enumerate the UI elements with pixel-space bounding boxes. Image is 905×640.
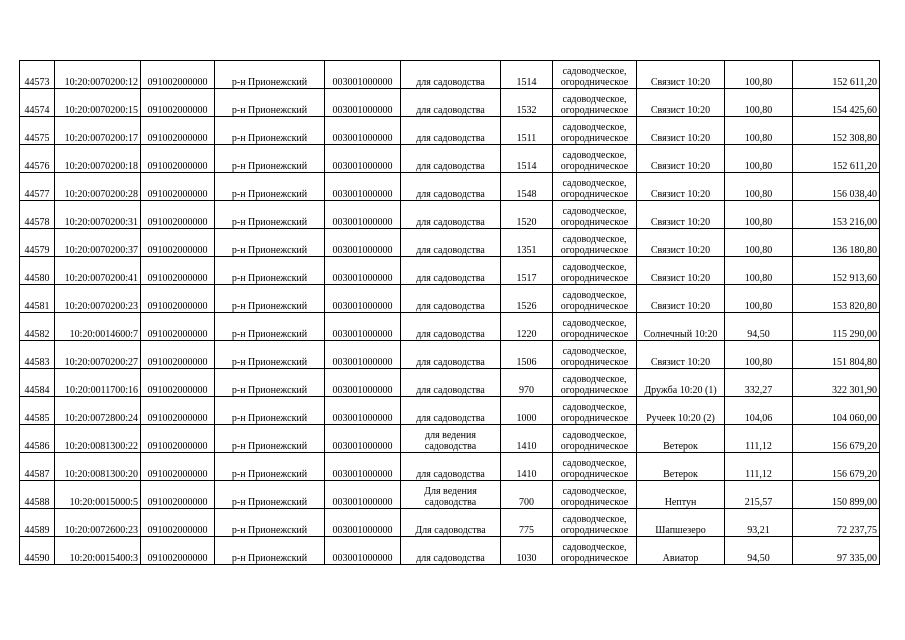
cadastral-number-cell: 10:20:0072800:24 — [55, 397, 141, 425]
permitted-use-cell — [401, 229, 501, 257]
oktmo-code-cell: 091002000000 — [141, 453, 215, 481]
use-type-cell — [553, 285, 637, 313]
cadastral-number-cell: 10:20:0081300:22 — [55, 425, 141, 453]
permitted-use-line: для садоводства — [416, 245, 485, 256]
table-row — [20, 145, 880, 173]
cadastral-value-cell: 322 301,90 — [793, 369, 880, 397]
association-cell: Связист 10:20 — [637, 229, 725, 257]
use-type-cell — [553, 145, 637, 173]
unit-value-cell: 100,80 — [725, 89, 793, 117]
row-number-cell: 44579 — [20, 229, 55, 257]
oktmo-code-cell: 091002000000 — [141, 481, 215, 509]
area-cell: 1220 — [501, 313, 553, 341]
permitted-use-line: для садоводства — [416, 273, 485, 284]
table-row — [20, 173, 880, 201]
district-cell: р-н Прионежский — [215, 509, 325, 537]
district-cell: р-н Прионежский — [215, 285, 325, 313]
cadastral-number-cell: 10:20:0070200:41 — [55, 257, 141, 285]
unit-value-cell: 93,21 — [725, 509, 793, 537]
use-type-line: огородническое — [560, 161, 629, 172]
row-number-cell: 44588 — [20, 481, 55, 509]
row-number-cell: 44578 — [20, 201, 55, 229]
association-cell: Связист 10:20 — [637, 145, 725, 173]
row-number-cell: 44586 — [20, 425, 55, 453]
unit-value-cell: 100,80 — [725, 117, 793, 145]
row-number-cell: 44577 — [20, 173, 55, 201]
category-code-cell: 003001000000 — [325, 89, 401, 117]
permitted-use-line: для садоводства — [416, 385, 485, 396]
cadastral-number-cell: 10:20:0070200:12 — [55, 61, 141, 89]
permitted-use-line: для садоводства — [416, 133, 485, 144]
oktmo-code-cell: 091002000000 — [141, 117, 215, 145]
use-type-line: огородническое — [560, 301, 629, 312]
unit-value-cell: 111,12 — [725, 425, 793, 453]
use-type-cell — [553, 341, 637, 369]
use-type-line: садоводческое, — [562, 374, 627, 385]
table-body — [20, 61, 880, 565]
use-type-cell — [553, 201, 637, 229]
permitted-use-line: для садоводства — [416, 413, 485, 424]
unit-value-cell: 215,57 — [725, 481, 793, 509]
use-type-line: огородническое — [560, 441, 629, 452]
category-code-cell: 003001000000 — [325, 285, 401, 313]
use-type-cell — [553, 229, 637, 257]
row-number-cell: 44584 — [20, 369, 55, 397]
table-row — [20, 341, 880, 369]
table-row — [20, 481, 880, 509]
permitted-use-cell — [401, 341, 501, 369]
table-row — [20, 257, 880, 285]
cadastral-value-cell: 156 679,20 — [793, 425, 880, 453]
area-cell: 1548 — [501, 173, 553, 201]
table-row — [20, 117, 880, 145]
permitted-use-cell — [401, 313, 501, 341]
use-type-line: садоводческое, — [562, 262, 627, 273]
oktmo-code-cell: 091002000000 — [141, 61, 215, 89]
unit-value-cell: 332,27 — [725, 369, 793, 397]
category-code-cell: 003001000000 — [325, 145, 401, 173]
row-number-cell: 44580 — [20, 257, 55, 285]
permitted-use-line: для садоводства — [416, 105, 485, 116]
district-cell: р-н Прионежский — [215, 117, 325, 145]
use-type-line: садоводческое, — [562, 178, 627, 189]
cadastral-value-cell: 154 425,60 — [793, 89, 880, 117]
category-code-cell: 003001000000 — [325, 61, 401, 89]
use-type-cell — [553, 425, 637, 453]
cadastral-number-cell: 10:20:0070200:28 — [55, 173, 141, 201]
district-cell: р-н Прионежский — [215, 537, 325, 565]
use-type-line: огородническое — [560, 413, 629, 424]
row-number-cell: 44573 — [20, 61, 55, 89]
cadastral-number-cell: 10:20:0081300:20 — [55, 453, 141, 481]
cadastral-number-cell: 10:20:0070200:31 — [55, 201, 141, 229]
use-type-line: садоводческое, — [562, 514, 627, 525]
use-type-line: садоводческое, — [562, 206, 627, 217]
table-row — [20, 201, 880, 229]
permitted-use-cell — [401, 537, 501, 565]
cadastral-value-cell: 152 611,20 — [793, 61, 880, 89]
permitted-use-line: для садоводства — [416, 217, 485, 228]
use-type-line: огородническое — [560, 329, 629, 340]
row-number-cell: 44575 — [20, 117, 55, 145]
permitted-use-cell — [401, 201, 501, 229]
category-code-cell: 003001000000 — [325, 173, 401, 201]
permitted-use-cell — [401, 369, 501, 397]
oktmo-code-cell: 091002000000 — [141, 537, 215, 565]
row-number-cell: 44590 — [20, 537, 55, 565]
association-cell: Ветерок — [637, 453, 725, 481]
use-type-line: огородническое — [560, 385, 629, 396]
cadastral-number-cell: 10:20:0014600:7 — [55, 313, 141, 341]
unit-value-cell: 100,80 — [725, 61, 793, 89]
use-type-line: садоводческое, — [562, 542, 627, 553]
unit-value-cell: 100,80 — [725, 229, 793, 257]
unit-value-cell: 100,80 — [725, 201, 793, 229]
oktmo-code-cell: 091002000000 — [141, 173, 215, 201]
category-code-cell: 003001000000 — [325, 397, 401, 425]
cadastral-number-cell: 10:20:0015000:5 — [55, 481, 141, 509]
cadastral-value-cell: 152 913,60 — [793, 257, 880, 285]
cadastral-number-cell: 10:20:0070200:15 — [55, 89, 141, 117]
cadastral-value-cell: 136 180,80 — [793, 229, 880, 257]
permitted-use-cell — [401, 481, 501, 509]
area-cell: 775 — [501, 509, 553, 537]
category-code-cell: 003001000000 — [325, 369, 401, 397]
use-type-cell — [553, 453, 637, 481]
use-type-cell — [553, 117, 637, 145]
unit-value-cell: 94,50 — [725, 537, 793, 565]
district-cell: р-н Прионежский — [215, 369, 325, 397]
permitted-use-cell — [401, 89, 501, 117]
row-number-cell: 44581 — [20, 285, 55, 313]
use-type-cell — [553, 509, 637, 537]
category-code-cell: 003001000000 — [325, 453, 401, 481]
oktmo-code-cell: 091002000000 — [141, 201, 215, 229]
permitted-use-cell — [401, 509, 501, 537]
cadastral-number-cell: 10:20:0015400:3 — [55, 537, 141, 565]
association-cell: Связист 10:20 — [637, 61, 725, 89]
cadastral-value-cell: 97 335,00 — [793, 537, 880, 565]
use-type-line: садоводческое, — [562, 122, 627, 133]
use-type-cell — [553, 257, 637, 285]
area-cell: 700 — [501, 481, 553, 509]
use-type-cell — [553, 61, 637, 89]
cadastral-value-cell: 150 899,00 — [793, 481, 880, 509]
row-number-cell: 44582 — [20, 313, 55, 341]
district-cell: р-н Прионежский — [215, 341, 325, 369]
permitted-use-line: для садоводства — [416, 553, 485, 564]
oktmo-code-cell: 091002000000 — [141, 509, 215, 537]
cadastral-value-cell: 72 237,75 — [793, 509, 880, 537]
association-cell: Связист 10:20 — [637, 89, 725, 117]
use-type-cell — [553, 313, 637, 341]
permitted-use-line: садоводства — [424, 497, 477, 508]
use-type-line: садоводческое, — [562, 458, 627, 469]
use-type-line: огородническое — [560, 189, 629, 200]
use-type-line: садоводческое, — [562, 94, 627, 105]
association-cell: Шапшезеро — [637, 509, 725, 537]
oktmo-code-cell: 091002000000 — [141, 397, 215, 425]
use-type-line: садоводческое, — [562, 430, 627, 441]
association-cell: Связист 10:20 — [637, 173, 725, 201]
permitted-use-cell — [401, 145, 501, 173]
association-cell: Связист 10:20 — [637, 201, 725, 229]
oktmo-code-cell: 091002000000 — [141, 229, 215, 257]
table-row — [20, 229, 880, 257]
permitted-use-cell — [401, 425, 501, 453]
permitted-use-cell — [401, 257, 501, 285]
cadastral-number-cell: 10:20:0070200:18 — [55, 145, 141, 173]
permitted-use-line: для ведения — [425, 430, 476, 441]
unit-value-cell: 100,80 — [725, 257, 793, 285]
permitted-use-line: для садоводства — [416, 469, 485, 480]
cadastral-number-cell: 10:20:0070200:27 — [55, 341, 141, 369]
association-cell: Солнечный 10:20 — [637, 313, 725, 341]
table-row — [20, 369, 880, 397]
oktmo-code-cell: 091002000000 — [141, 313, 215, 341]
district-cell: р-н Прионежский — [215, 145, 325, 173]
permitted-use-line: Для садоводства — [415, 525, 486, 536]
permitted-use-line: для садоводства — [416, 161, 485, 172]
area-cell: 1410 — [501, 453, 553, 481]
use-type-line: огородническое — [560, 105, 629, 116]
table-row — [20, 509, 880, 537]
oktmo-code-cell: 091002000000 — [141, 425, 215, 453]
use-type-line: садоводческое, — [562, 234, 627, 245]
district-cell: р-н Прионежский — [215, 201, 325, 229]
use-type-line: садоводческое, — [562, 486, 627, 497]
category-code-cell: 003001000000 — [325, 313, 401, 341]
district-cell: р-н Прионежский — [215, 313, 325, 341]
use-type-line: огородническое — [560, 525, 629, 536]
association-cell: Ручеек 10:20 (2) — [637, 397, 725, 425]
area-cell: 1526 — [501, 285, 553, 313]
use-type-line: садоводческое, — [562, 150, 627, 161]
row-number-cell: 44574 — [20, 89, 55, 117]
area-cell: 1520 — [501, 201, 553, 229]
row-number-cell: 44585 — [20, 397, 55, 425]
cadastral-value-cell: 151 804,80 — [793, 341, 880, 369]
cadastral-value-cell: 153 216,00 — [793, 201, 880, 229]
category-code-cell: 003001000000 — [325, 481, 401, 509]
association-cell: Нептун — [637, 481, 725, 509]
use-type-line: огородническое — [560, 469, 629, 480]
district-cell: р-н Прионежский — [215, 425, 325, 453]
area-cell: 970 — [501, 369, 553, 397]
cadastral-value-cell: 152 308,80 — [793, 117, 880, 145]
area-cell: 1514 — [501, 145, 553, 173]
district-cell: р-н Прионежский — [215, 397, 325, 425]
category-code-cell: 003001000000 — [325, 425, 401, 453]
unit-value-cell: 94,50 — [725, 313, 793, 341]
unit-value-cell: 104,06 — [725, 397, 793, 425]
table-row — [20, 453, 880, 481]
unit-value-cell: 100,80 — [725, 173, 793, 201]
permitted-use-cell — [401, 61, 501, 89]
use-type-line: садоводческое, — [562, 318, 627, 329]
permitted-use-line: для садоводства — [416, 357, 485, 368]
table-row — [20, 425, 880, 453]
association-cell: Связист 10:20 — [637, 117, 725, 145]
cadastral-value-cell: 115 290,00 — [793, 313, 880, 341]
table-row — [20, 89, 880, 117]
oktmo-code-cell: 091002000000 — [141, 89, 215, 117]
cadastral-number-cell: 10:20:0011700:16 — [55, 369, 141, 397]
use-type-line: садоводческое, — [562, 290, 627, 301]
table-row — [20, 61, 880, 89]
table-row — [20, 537, 880, 565]
area-cell: 1506 — [501, 341, 553, 369]
oktmo-code-cell: 091002000000 — [141, 341, 215, 369]
category-code-cell: 003001000000 — [325, 117, 401, 145]
oktmo-code-cell: 091002000000 — [141, 145, 215, 173]
use-type-cell — [553, 89, 637, 117]
district-cell: р-н Прионежский — [215, 89, 325, 117]
permitted-use-line: для садоводства — [416, 301, 485, 312]
permitted-use-cell — [401, 397, 501, 425]
cadastral-value-cell: 104 060,00 — [793, 397, 880, 425]
cadastral-number-cell: 10:20:0070200:17 — [55, 117, 141, 145]
area-cell: 1000 — [501, 397, 553, 425]
table-row — [20, 313, 880, 341]
use-type-line: огородническое — [560, 273, 629, 284]
permitted-use-line: для садоводства — [416, 329, 485, 340]
use-type-cell — [553, 173, 637, 201]
cadastral-value-table — [19, 60, 880, 565]
area-cell: 1532 — [501, 89, 553, 117]
use-type-line: садоводческое, — [562, 402, 627, 413]
use-type-line: огородническое — [560, 245, 629, 256]
use-type-line: огородническое — [560, 357, 629, 368]
use-type-line: огородническое — [560, 217, 629, 228]
cadastral-value-cell: 152 611,20 — [793, 145, 880, 173]
area-cell: 1351 — [501, 229, 553, 257]
area-cell: 1511 — [501, 117, 553, 145]
association-cell: Авиатор — [637, 537, 725, 565]
row-number-cell: 44587 — [20, 453, 55, 481]
category-code-cell: 003001000000 — [325, 509, 401, 537]
association-cell: Связист 10:20 — [637, 257, 725, 285]
permitted-use-line: для садоводства — [416, 189, 485, 200]
cadastral-number-cell: 10:20:0070200:23 — [55, 285, 141, 313]
oktmo-code-cell: 091002000000 — [141, 369, 215, 397]
oktmo-code-cell: 091002000000 — [141, 285, 215, 313]
use-type-line: огородническое — [560, 553, 629, 564]
use-type-cell — [553, 537, 637, 565]
district-cell: р-н Прионежский — [215, 257, 325, 285]
unit-value-cell: 100,80 — [725, 285, 793, 313]
category-code-cell: 003001000000 — [325, 537, 401, 565]
use-type-cell — [553, 397, 637, 425]
association-cell: Дружба 10:20 (1) — [637, 369, 725, 397]
district-cell: р-н Прионежский — [215, 173, 325, 201]
unit-value-cell: 100,80 — [725, 341, 793, 369]
unit-value-cell: 111,12 — [725, 453, 793, 481]
use-type-line: садоводческое, — [562, 346, 627, 357]
oktmo-code-cell: 091002000000 — [141, 257, 215, 285]
district-cell: р-н Прионежский — [215, 453, 325, 481]
district-cell: р-н Прионежский — [215, 229, 325, 257]
category-code-cell: 003001000000 — [325, 341, 401, 369]
cadastral-value-cell: 156 679,20 — [793, 453, 880, 481]
permitted-use-line: садоводства — [424, 441, 477, 452]
permitted-use-line: для садоводства — [416, 77, 485, 88]
area-cell: 1410 — [501, 425, 553, 453]
cadastral-value-cell: 156 038,40 — [793, 173, 880, 201]
use-type-cell — [553, 481, 637, 509]
use-type-cell — [553, 369, 637, 397]
permitted-use-line: Для ведения — [424, 486, 477, 497]
permitted-use-cell — [401, 173, 501, 201]
area-cell: 1514 — [501, 61, 553, 89]
cadastral-number-cell: 10:20:0070200:37 — [55, 229, 141, 257]
permitted-use-cell — [401, 117, 501, 145]
row-number-cell: 44576 — [20, 145, 55, 173]
category-code-cell: 003001000000 — [325, 229, 401, 257]
table-row — [20, 397, 880, 425]
category-code-cell: 003001000000 — [325, 201, 401, 229]
cadastral-value-cell: 153 820,80 — [793, 285, 880, 313]
table-row — [20, 285, 880, 313]
category-code-cell: 003001000000 — [325, 257, 401, 285]
unit-value-cell: 100,80 — [725, 145, 793, 173]
area-cell: 1030 — [501, 537, 553, 565]
use-type-line: огородническое — [560, 77, 629, 88]
association-cell: Связист 10:20 — [637, 341, 725, 369]
association-cell: Связист 10:20 — [637, 285, 725, 313]
use-type-line: садоводческое, — [562, 66, 627, 77]
district-cell: р-н Прионежский — [215, 481, 325, 509]
district-cell: р-н Прионежский — [215, 61, 325, 89]
row-number-cell: 44589 — [20, 509, 55, 537]
area-cell: 1517 — [501, 257, 553, 285]
permitted-use-cell — [401, 285, 501, 313]
association-cell: Ветерок — [637, 425, 725, 453]
row-number-cell: 44583 — [20, 341, 55, 369]
use-type-line: огородническое — [560, 133, 629, 144]
permitted-use-cell — [401, 453, 501, 481]
use-type-line: огородническое — [560, 497, 629, 508]
cadastral-number-cell: 10:20:0072600:23 — [55, 509, 141, 537]
